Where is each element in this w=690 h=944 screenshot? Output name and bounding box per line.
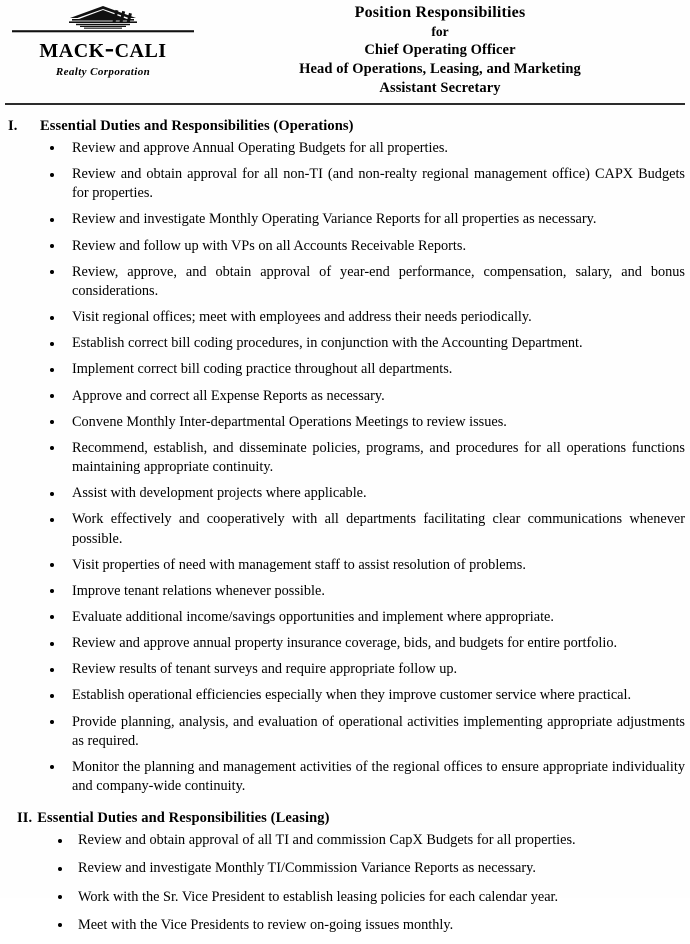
bullet-icon [50,720,54,724]
section-operations [0,118,690,796]
logo-subtitle: Realty Corporation [55,65,151,78]
section-numeral: II. [17,810,33,827]
bullet-icon [50,316,54,320]
bullet-icon [50,518,54,522]
bullet-icon [50,563,54,567]
section-heading-operations [0,118,690,135]
list-item [0,165,690,203]
section-heading-label: Essential Duties and Responsibilities (Leasing) [37,810,330,827]
list-item [0,831,690,850]
list-item-text: Review and obtain approval for all non-TI (and non-realty regional management office) CAPX Budgets for properties. [72,166,685,202]
bullet-icon [50,615,54,619]
list-item [0,439,690,477]
list-item-text: Assist with development projects where applicable. [72,485,367,502]
list-item-text: Establish correct bill coding procedures, in conjunction with the Accounting Department. [72,335,583,352]
list-item [0,713,690,751]
bullet-icon [50,173,54,177]
page-title: Position Responsibilities [354,4,526,21]
building-pediment-icon [10,4,196,34]
title-for-word: for [431,24,449,40]
list-item [0,387,690,406]
document-header [0,0,690,100]
bullet-icon [50,394,54,398]
list-item-text: Convene Monthly Inter-departmental Operations Meetings to review issues. [72,413,507,430]
bullet-icon [50,146,54,150]
bullet-icon [50,694,54,698]
logo-wordmark: mack-cali [39,33,167,64]
list-item [0,556,690,575]
document-body [0,118,690,944]
bullet-icon [50,642,54,646]
list-item [0,608,690,627]
list-item-text: Establish operational efficiencies especially when they improve customer service where practical. [72,687,632,704]
list-item-text: Recommend, establish, and disseminate policies, programs, and procedures for all operations functions maintaining appropriate continuity. [72,439,685,476]
company-logo [8,4,198,78]
list-item [0,916,690,935]
list-item [0,360,690,379]
list-item-text: Work with the Sr. Vice President to establish leasing policies for each calendar year. [78,888,559,905]
bullet-icon [50,668,54,672]
list-item [0,413,690,432]
list-item-text: Visit regional offices; meet with employees and address their needs periodically. [72,309,532,326]
list-item [0,582,690,601]
title-role-line-3: Assistant Secretary [379,80,501,97]
duties-list-operations [0,139,690,796]
list-item-text: Review, approve, and obtain approval of year-end performance, compensation, salary, and bonus considerations. [72,263,685,299]
section-heading-leasing [0,810,690,827]
title-role-line-2: Head of Operations, Leasing, and Marketing [299,61,581,78]
list-item [0,758,690,796]
list-item-text: Improve tenant relations whenever possible. [72,582,325,599]
bullet-icon [50,368,54,372]
list-item-text: Work effectively and cooperatively with all departments facilitating clear communications whenever possible. [72,511,685,547]
list-item-text: Review and follow up with VPs on all Accounts Receivable Reports. [72,237,467,254]
list-item [0,686,690,705]
list-item-text: Review and investigate Monthly TI/Commission Variance Reports as necessary. [78,860,536,877]
list-item-text: Evaluate additional income/savings opportunities and implement where appropriate. [72,608,554,625]
bullet-icon [50,244,54,248]
duties-list-leasing [0,831,690,935]
list-item [0,334,690,353]
list-item [0,210,690,229]
list-item-text: Review and approve Annual Operating Budgets for all properties. [72,140,448,156]
title-role-line-1: Chief Operating Officer [364,41,516,58]
list-item-text: Meet with the Vice Presidents to review on-going issues monthly. [78,916,454,933]
list-item-text: Implement correct bill coding practice throughout all departments. [72,361,453,378]
list-item [0,308,690,327]
document-title-block [205,2,675,98]
list-item [0,263,690,301]
bullet-icon [50,342,54,346]
list-item-text: Review and obtain approval of all TI and commission CapX Budgets for all properties. [78,832,576,849]
list-item [0,888,690,907]
list-item-text: Review results of tenant surveys and require appropriate follow up. [72,661,458,678]
list-item [0,139,690,158]
list-item-text: Review and approve annual property insurance coverage, bids, and budgets for entire portfolio. [72,635,618,652]
list-item-text: Provide planning, analysis, and evaluation of operational activities implementing appropriate adjustments as required. [72,713,685,749]
list-item-text: Visit properties of need with management staff to assist resolution of problems. [72,556,526,573]
list-item [0,660,690,679]
list-item-text: Approve and correct all Expense Reports as necessary. [72,387,385,404]
list-item [0,634,690,653]
list-item [0,510,690,548]
list-item-text: Monitor the planning and management activities of the regional offices to ensure appropriate individuality and company-wide continuity. [72,758,685,795]
header-divider-rule [5,103,685,105]
section-heading-label: Essential Duties and Responsibilities (Operations) [40,118,354,134]
bullet-icon [50,589,54,593]
bullet-icon [58,839,62,843]
bullet-icon [50,765,54,769]
list-item [0,859,690,878]
list-item [0,237,690,256]
bullet-icon [50,420,54,424]
bullet-icon [50,446,54,450]
bullet-icon [58,867,62,871]
bullet-icon [50,492,54,496]
list-item-text: Review and investigate Monthly Operating Variance Reports for all properties as necessary. [72,211,597,228]
bullet-icon [50,218,54,222]
list-item [0,484,690,503]
section-numeral: I. [8,118,18,134]
bullet-icon [50,270,54,274]
bullet-icon [58,895,62,899]
bullet-icon [58,923,62,927]
section-leasing [0,810,690,935]
